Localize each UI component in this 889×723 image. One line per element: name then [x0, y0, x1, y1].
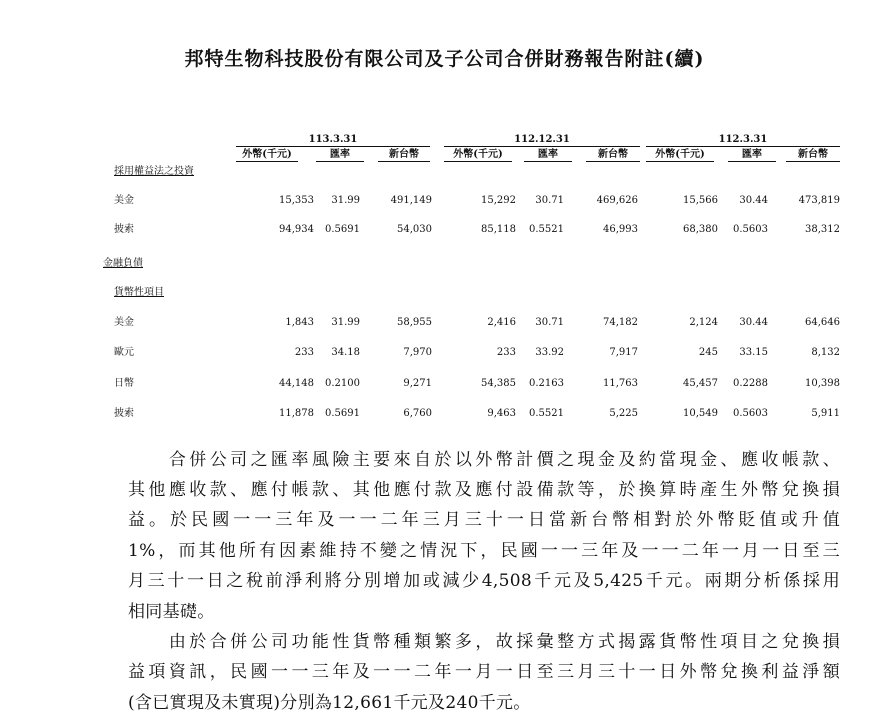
- value-cell: 10,549: [683, 408, 718, 419]
- page-title: 邦特生物科技股份有限公司及子公司合併財務報告附註(續): [184, 48, 705, 70]
- value-cell: 15,353: [279, 195, 314, 206]
- value-cell: 11,878: [279, 408, 314, 419]
- value-cell: 0.5521: [529, 408, 564, 419]
- value-cell: 68,380: [683, 224, 718, 235]
- section-label-monetary: 貨幣性項目: [114, 287, 164, 298]
- section-label-equity: 採用權益法之投資: [114, 166, 194, 177]
- value-cell: 473,819: [798, 195, 840, 206]
- value-cell: 9,463: [487, 408, 516, 419]
- paragraph-line: (含已實現及未實現)分別為12,661千元及240千元。: [128, 693, 531, 713]
- value-cell: 30.44: [739, 317, 768, 328]
- row-label: 披索: [114, 224, 134, 235]
- col-header-twd: 新台幣: [786, 148, 840, 162]
- col-header-twd: 新台幣: [586, 148, 640, 162]
- value-cell: 64,646: [805, 317, 840, 328]
- value-cell: 0.2100: [325, 378, 360, 389]
- value-cell: 8,132: [811, 347, 840, 358]
- value-cell: 94,934: [279, 224, 314, 235]
- group-header: 113.3.31: [236, 133, 430, 147]
- value-cell: 233: [294, 347, 314, 358]
- value-cell: 2,124: [689, 317, 718, 328]
- value-cell: 58,955: [397, 317, 432, 328]
- value-cell: 0.5691: [325, 224, 360, 235]
- paragraph-line: 合併公司之匯率風險主要來自於以外幣計價之現金及約當現金、應收帳款、: [128, 450, 840, 470]
- col-header-fx: 外幣(千元): [444, 148, 512, 162]
- value-cell: 2,416: [487, 317, 516, 328]
- section-label-liabilities: 金融負債: [103, 258, 143, 269]
- value-cell: 7,917: [609, 347, 638, 358]
- value-cell: 38,312: [805, 224, 840, 235]
- value-cell: 0.5603: [733, 408, 768, 419]
- value-cell: 44,148: [279, 378, 314, 389]
- row-label: 披索: [114, 408, 134, 419]
- paragraph-line: 由於合併公司功能性貨幣種類繁多，故採彙整方式揭露貨幣性項目之兌換損: [128, 632, 840, 652]
- value-cell: 54,385: [481, 378, 516, 389]
- paragraph-line: 益項資訊，民國一一三年及一一二年一月一日至三月三十一日外幣兌換利益淨額: [128, 662, 840, 682]
- col-header-rate: 匯率: [316, 148, 364, 162]
- value-cell: 34.18: [331, 347, 360, 358]
- row-label: 美金: [114, 317, 134, 328]
- group-header: 112.3.31: [646, 133, 840, 147]
- col-header-rate: 匯率: [728, 148, 776, 162]
- value-cell: 6,760: [403, 408, 432, 419]
- col-header-rate: 匯率: [524, 148, 572, 162]
- value-cell: 74,182: [603, 317, 638, 328]
- value-cell: 5,911: [811, 408, 840, 419]
- paragraph-line: 月三十一日之稅前淨利將分別增加或減少4,508千元及5,425千元。兩期分析係採用: [128, 571, 840, 591]
- value-cell: 30.71: [535, 317, 564, 328]
- value-cell: 33.92: [535, 347, 564, 358]
- value-cell: 491,149: [390, 195, 432, 206]
- value-cell: 85,118: [481, 224, 516, 235]
- value-cell: 45,457: [683, 378, 718, 389]
- value-cell: 0.5521: [529, 224, 564, 235]
- value-cell: 1,843: [285, 317, 314, 328]
- value-cell: 233: [496, 347, 516, 358]
- value-cell: 10,398: [805, 378, 840, 389]
- paragraph-line: 1%，而其他所有因素維持不變之情況下，民國一一三年及一一二年一月一日至三: [128, 541, 840, 561]
- value-cell: 469,626: [596, 195, 638, 206]
- value-cell: 245: [698, 347, 718, 358]
- value-cell: 15,292: [481, 195, 516, 206]
- value-cell: 15,566: [683, 195, 718, 206]
- row-label: 美金: [114, 195, 134, 206]
- value-cell: 46,993: [603, 224, 638, 235]
- row-label: 日幣: [114, 378, 134, 389]
- value-cell: 9,271: [403, 378, 432, 389]
- value-cell: 0.2288: [733, 378, 768, 389]
- row-label: 歐元: [114, 347, 134, 358]
- col-header-twd: 新台幣: [378, 148, 430, 162]
- value-cell: 30.71: [535, 195, 564, 206]
- col-header-fx: 外幣(千元): [646, 148, 714, 162]
- value-cell: 33.15: [739, 347, 768, 358]
- value-cell: 0.5691: [325, 408, 360, 419]
- paragraph-line: 相同基礎。: [128, 602, 215, 622]
- group-header: 112.12.31: [444, 133, 640, 147]
- value-cell: 5,225: [609, 408, 638, 419]
- value-cell: 31.99: [331, 195, 360, 206]
- paragraph-line: 益。於民國一一三年及一一二年三月三十一日當新台幣相對於外幣貶值或升值: [128, 510, 840, 530]
- value-cell: 7,970: [403, 347, 432, 358]
- value-cell: 11,763: [603, 378, 638, 389]
- value-cell: 30.44: [739, 195, 768, 206]
- value-cell: 0.2163: [529, 378, 564, 389]
- value-cell: 54,030: [397, 224, 432, 235]
- value-cell: 31.99: [331, 317, 360, 328]
- col-header-fx: 外幣(千元): [236, 148, 298, 162]
- value-cell: 0.5603: [733, 224, 768, 235]
- paragraph-line: 其他應收款、應付帳款、其他應付款及應付設備款等，於換算時產生外幣兌換損: [128, 480, 840, 500]
